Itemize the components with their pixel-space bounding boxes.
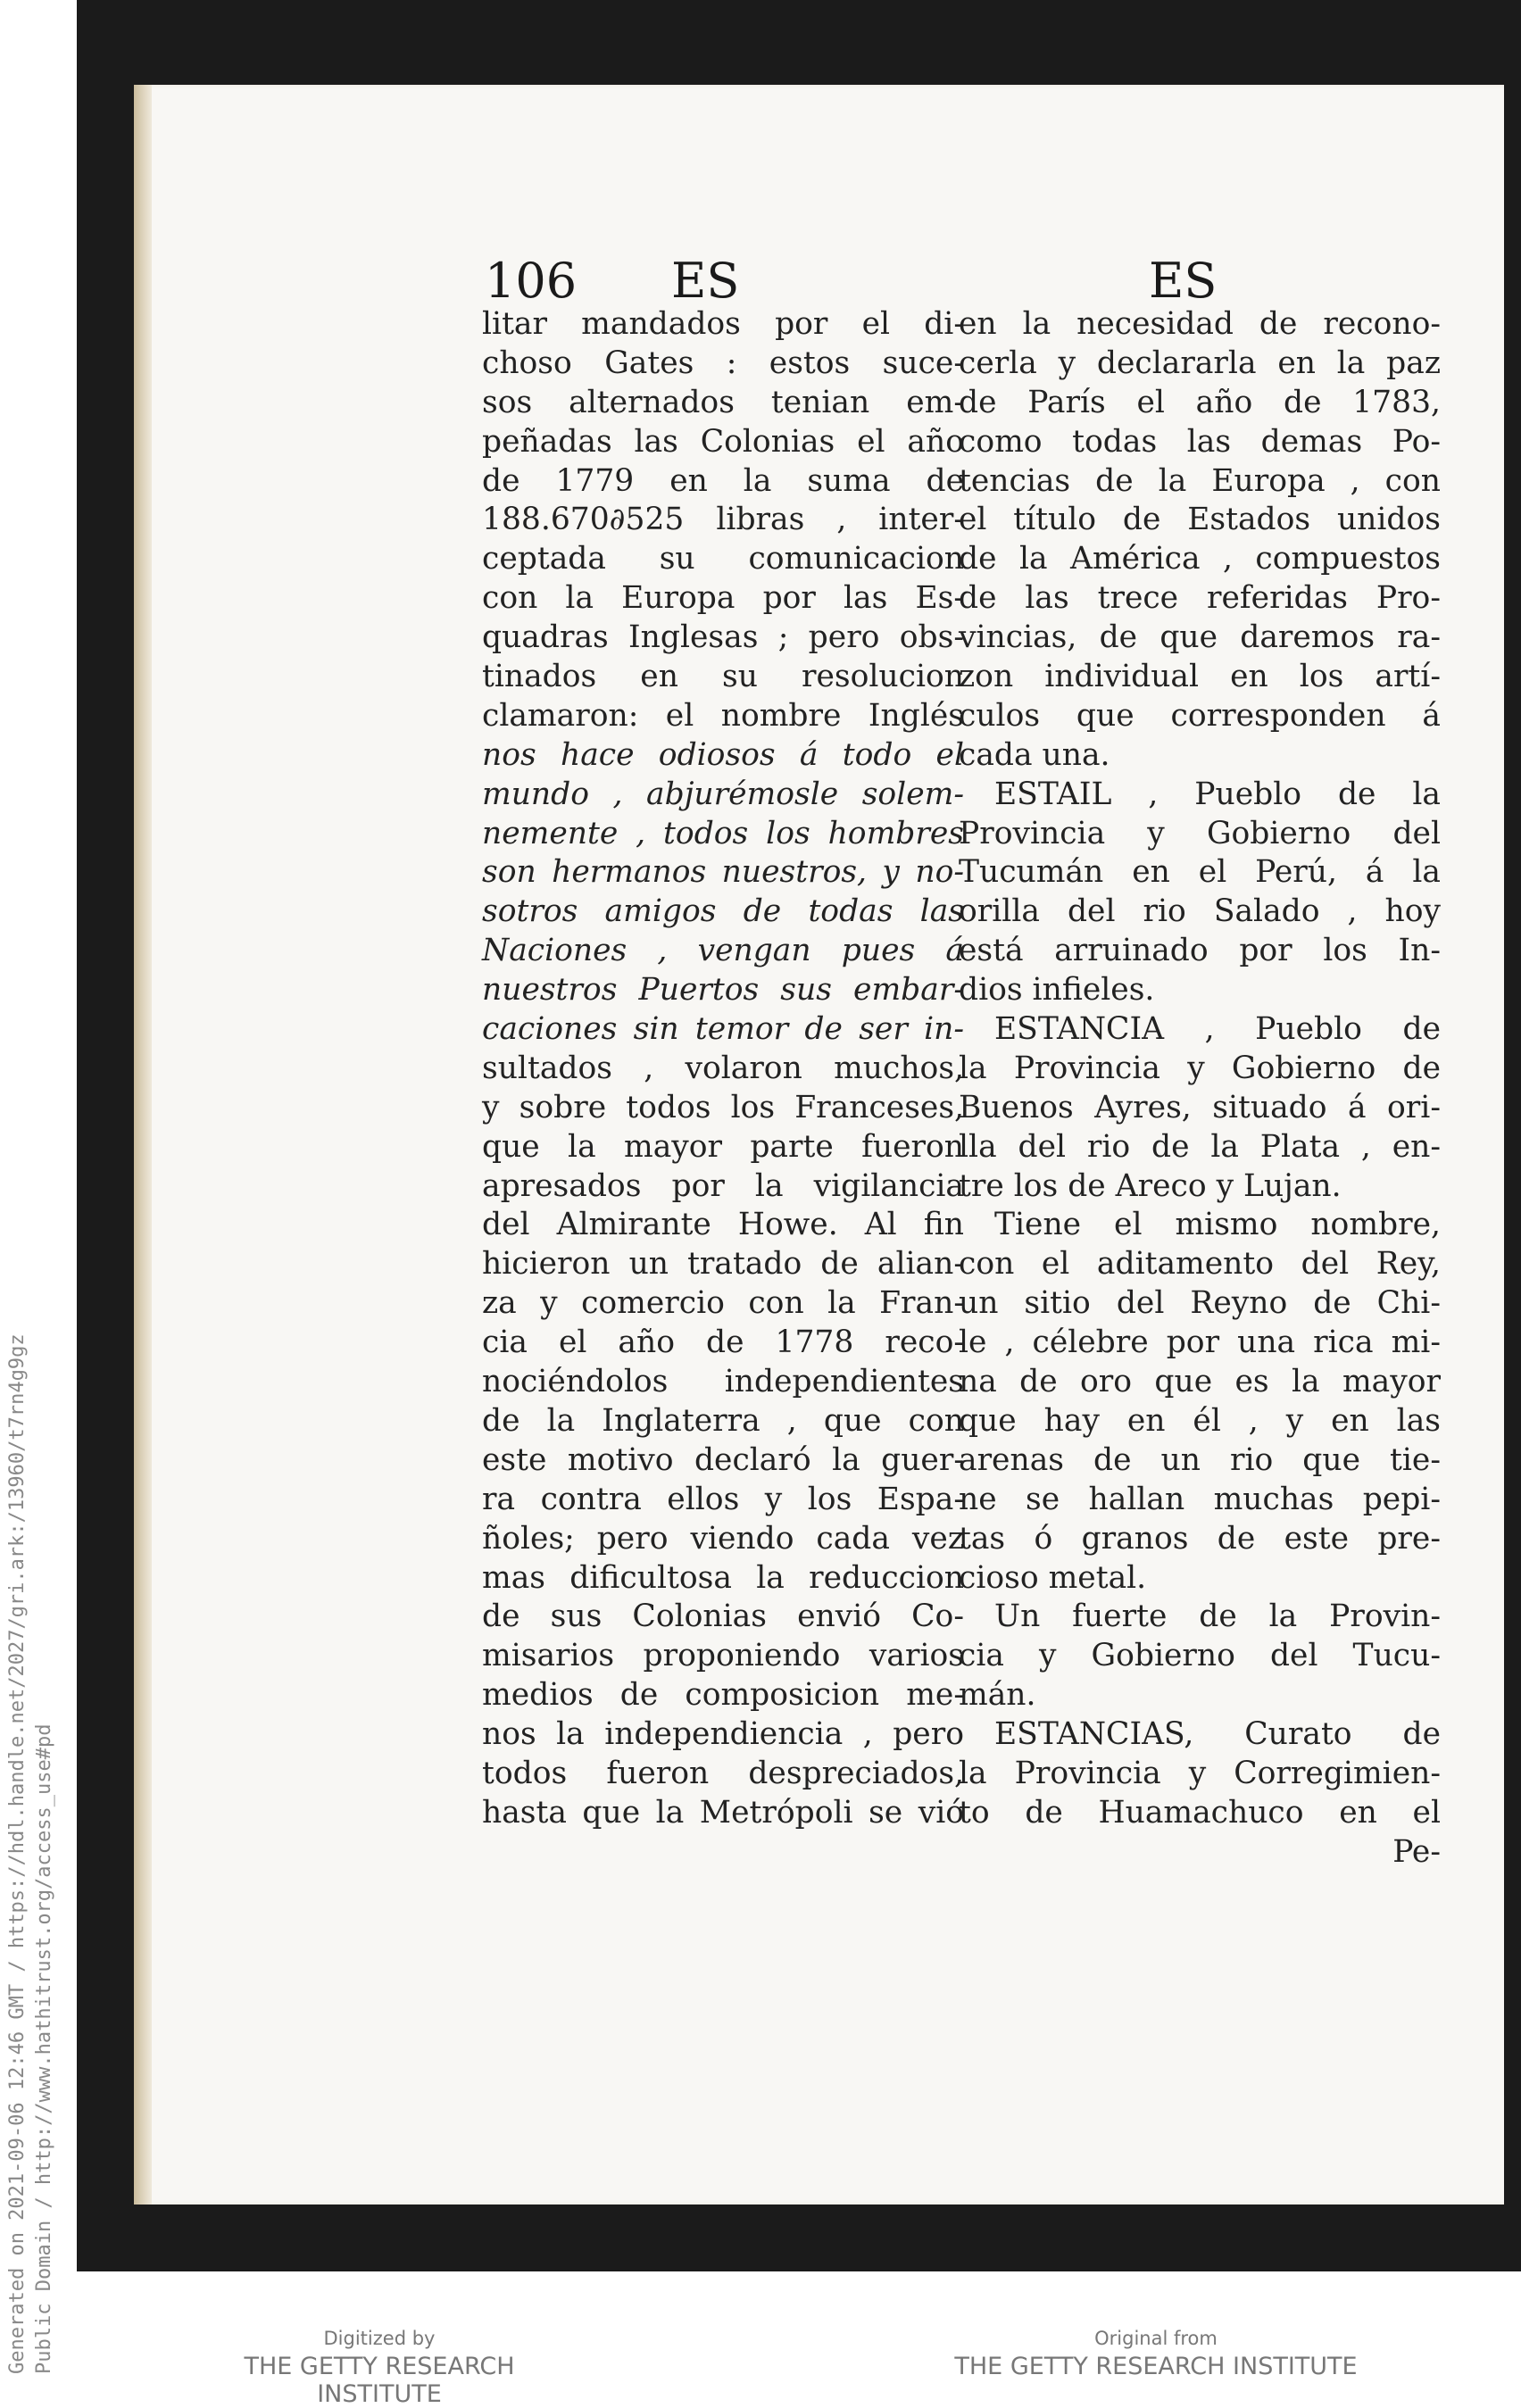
text-line: Buenos Ayres, situado á ori-: [959, 1089, 1441, 1125]
text-line: todos fueron despreciados,: [482, 1755, 964, 1791]
text-line: de 1779 en la suma de: [482, 462, 964, 499]
text-line: de sus Colonias envió Co-: [482, 1598, 964, 1635]
text-line: de París el año de 1783,: [959, 384, 1441, 420]
text-line: ra contra ellos y los Espa-: [482, 1481, 964, 1517]
text-line: 188.670∂525 libras , inter-: [482, 502, 964, 538]
text-line: un sitio del Reyno de Chi-: [959, 1285, 1441, 1322]
text-line: caciones sin temor de ser in-: [482, 1011, 964, 1048]
text-line: la Provincia y Gobierno de: [959, 1050, 1441, 1086]
digitized-by-institution: THE GETTY RESEARCH INSTITUTE: [244, 2353, 515, 2408]
text-line: culos que corresponden á: [959, 697, 1441, 734]
page-number: 106: [485, 253, 578, 309]
text-line: nos la independiencia , pero: [482, 1716, 964, 1753]
text-line: Tiene el mismo nombre,: [994, 1207, 1441, 1243]
text-line: zon individual en los artí-: [959, 659, 1441, 695]
entry-heading-estancia: ESTANCIA , Pueblo de: [994, 1011, 1441, 1048]
text-line: ne se hallan muchas pepi-: [959, 1481, 1441, 1517]
side-watermark: [4, 1333, 58, 2374]
text-line: el título de Estados unidos: [959, 502, 1441, 538]
text-line: tas ó granos de este pre-: [959, 1520, 1441, 1557]
text-line: de la América , compuestos: [959, 541, 1441, 577]
text-line: está arruinado por los In-: [959, 933, 1441, 969]
text-line: del Almirante Howe. Al fin: [482, 1207, 964, 1243]
text-line: cia y Gobierno del Tucu-: [959, 1638, 1441, 1674]
text-line: clamaron: el nombre Inglés: [482, 697, 964, 734]
watermark-line-generated[interactable]: Generated on 2021-09-06 12:46 GMT / https://hdl.handle.net/2027/gri.ark:/13960/t7rn4g9gz: [6, 1333, 29, 2374]
original-label: Original from: [1094, 2328, 1218, 2349]
text-line: misarios proponiendo varios: [482, 1638, 964, 1674]
text-line: que la mayor parte fueron: [482, 1128, 964, 1165]
text-line: Tucumán en el Perú, á la: [959, 854, 1441, 891]
text-line: nemente , todos los hombres: [482, 815, 964, 851]
running-head-right: ES: [1149, 253, 1218, 309]
left-text-column: [482, 305, 964, 1833]
text-line: cada una.: [959, 736, 1110, 773]
right-text-column: [959, 305, 1441, 1872]
text-line: sotros amigos de todas las: [482, 893, 964, 930]
text-line: peñadas las Colonias el año: [482, 423, 964, 460]
text-line: na de oro que es la mayor: [959, 1364, 1441, 1400]
text-line: tinados en su resolucion: [482, 659, 964, 695]
text-line: y sobre todos los Franceses,: [482, 1089, 964, 1125]
text-line: de las trece referidas Pro-: [959, 580, 1441, 617]
text-line: nuestros Puertos sus embar-: [482, 972, 964, 1009]
text-line: vincias, de que daremos ra-: [959, 619, 1441, 656]
text-line: hasta que la Metrópoli se vió: [482, 1794, 964, 1831]
original-from-institution: THE GETTY RESEARCH INSTITUTE: [954, 2353, 1358, 2380]
text-line: dios infieles.: [959, 972, 1155, 1009]
text-line: ceptada su comunicacion: [482, 541, 964, 577]
entry-heading-estancias: ESTANCIAS, Curato de: [994, 1716, 1441, 1753]
text-line: arenas de un rio que tie-: [959, 1441, 1441, 1478]
text-line: litar mandados por el di-: [482, 306, 964, 342]
text-line: ñoles; pero viendo cada vez: [482, 1520, 964, 1557]
text-line: quadras Inglesas ; pero obs-: [482, 619, 964, 656]
text-line: sultados , volaron muchos,: [482, 1050, 964, 1086]
text-line: son hermanos nuestros, y no-: [482, 854, 964, 891]
text-line: que hay en él , y en las: [959, 1402, 1441, 1439]
text-line: como todas las demas Po-: [959, 423, 1441, 460]
text-line: to de Huamachuco en el: [959, 1794, 1441, 1831]
text-line: choso Gates : estos suce-: [482, 345, 964, 381]
text-line: lla del rio de la Plata , en-: [959, 1128, 1441, 1165]
text-line: Naciones , vengan pues á: [482, 933, 964, 969]
text-line: le , célebre por una rica mi-: [959, 1324, 1441, 1361]
entry-heading-estail: ESTAIL , Pueblo de la: [994, 776, 1441, 812]
catchword: Pe-: [1392, 1833, 1441, 1870]
text-line: cia el año de 1778 reco-: [482, 1324, 964, 1361]
text-line: cioso metal.: [959, 1559, 1147, 1596]
text-line: tencias de la Europa , con: [959, 462, 1441, 499]
text-line: cerla y declararla en la paz: [959, 345, 1441, 381]
text-line: Provincia y Gobierno del: [959, 815, 1441, 851]
digitized-label: Digitized by: [323, 2328, 436, 2349]
text-line: tre los de Areco y Lujan.: [959, 1167, 1342, 1204]
text-line: hicieron un tratado de alian-: [482, 1246, 964, 1283]
text-line: Un fuerte de la Provin-: [994, 1598, 1441, 1635]
running-head-left: ES: [671, 253, 740, 309]
text-line: la Provincia y Corregimien-: [959, 1755, 1441, 1791]
watermark-line-rights[interactable]: Public Domain / http://www.hathitrust.org/access_use#pd: [33, 1723, 55, 2374]
text-line: orilla del rio Salado , hoy: [959, 893, 1441, 930]
text-line: con el aditamento del Rey,: [959, 1246, 1441, 1283]
text-line: medios de composicion me-: [482, 1677, 964, 1714]
text-line: con la Europa por las Es-: [482, 580, 964, 617]
page-gutter-edge: [134, 85, 152, 2205]
text-line: mas dificultosa la reduccion: [482, 1559, 964, 1596]
text-line: apresados por la vigilancia: [482, 1167, 964, 1204]
text-line: nos hace odiosos á todo el: [482, 736, 964, 773]
text-line: nociéndolos independientes: [482, 1364, 964, 1400]
text-line: de la Inglaterra , que con: [482, 1402, 964, 1439]
text-line: mán.: [959, 1677, 1036, 1714]
text-line: en la necesidad de recono-: [959, 306, 1441, 342]
text-line: sos alternados tenian em-: [482, 384, 964, 420]
text-line: za y comercio con la Fran-: [482, 1285, 964, 1322]
text-line: este motivo declaró la guer-: [482, 1441, 964, 1478]
text-line: mundo , abjurémosle solem-: [482, 776, 964, 812]
